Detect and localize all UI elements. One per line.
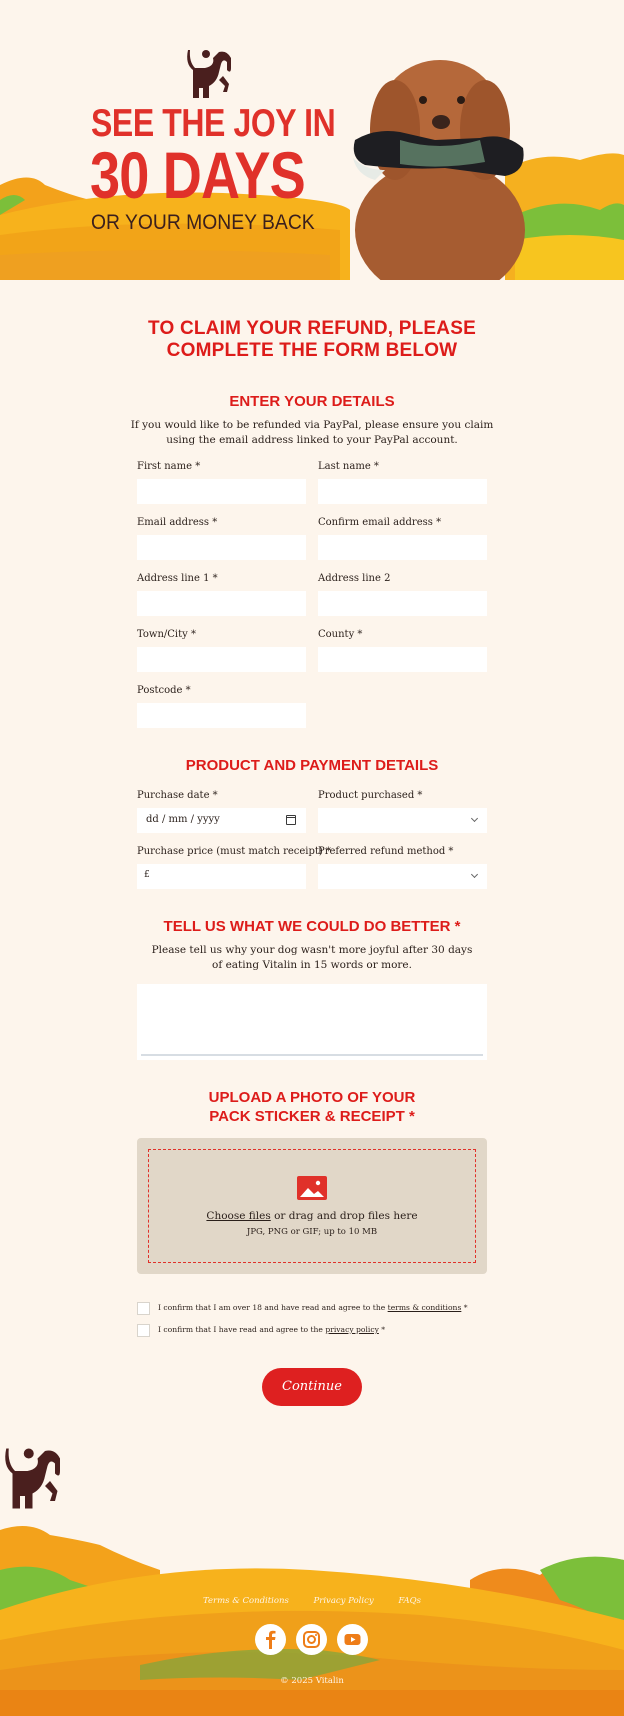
hero-headline-line3: OR YOUR MONEY BACK <box>91 211 315 234</box>
currency-prefix: £ <box>144 870 150 880</box>
email-label: Email address * <box>137 517 218 528</box>
purchase-price-label: Purchase price (must match receipt) * <box>137 846 332 857</box>
footer-link-faqs[interactable]: FAQs <box>398 1596 422 1606</box>
dog-photo <box>345 40 535 280</box>
footer-link-terms[interactable]: Terms & Conditions <box>202 1596 289 1606</box>
address2-input[interactable] <box>318 591 487 616</box>
vitalin-dog-logo-icon <box>0 1440 70 1512</box>
paypal-note-line1: If you would like to be refunded via PayPal, please ensure you claim <box>130 419 494 431</box>
refund-method-select[interactable] <box>318 864 487 889</box>
last-name-label: Last name * <box>318 461 379 472</box>
purchase-date-input[interactable] <box>137 808 306 833</box>
town-input[interactable] <box>137 647 306 672</box>
calendar-icon[interactable] <box>286 815 296 825</box>
feedback-textarea[interactable] <box>137 984 487 1060</box>
privacy-text-body: I confirm that I have read and agree to the <box>158 1325 326 1334</box>
product-purchased-select[interactable] <box>318 808 487 833</box>
upload-hint: JPG, PNG or GIF; up to 10 MB <box>246 1227 378 1237</box>
address1-input[interactable] <box>137 591 306 616</box>
feedback-note-line2: of eating Vitalin in 15 words or more. <box>212 959 412 971</box>
file-dropzone[interactable] <box>137 1138 487 1274</box>
email-input[interactable] <box>137 535 306 560</box>
last-name-input[interactable] <box>318 479 487 504</box>
confirm-email-label: Confirm email address * <box>318 517 442 528</box>
required-mark: * <box>461 1303 468 1312</box>
footer-links <box>0 1596 624 1606</box>
instagram-icon <box>296 1624 327 1655</box>
product-heading: PRODUCT AND PAYMENT DETAILS <box>185 757 439 774</box>
footer-hills-illustration <box>0 1440 624 1716</box>
page-title <box>0 318 624 362</box>
drop-text: or drag and drop files here <box>270 1210 418 1222</box>
upload-heading <box>0 1088 624 1126</box>
postcode-label: Postcode * <box>137 685 191 696</box>
privacy-link[interactable]: privacy policy <box>325 1325 379 1334</box>
facebook-button[interactable] <box>255 1624 286 1655</box>
purchase-date-placeholder: dd / mm / yyyy <box>146 814 220 825</box>
page-title-line1: TO CLAIM YOUR REFUND, PLEASE <box>148 318 476 339</box>
instagram-button[interactable] <box>296 1624 327 1655</box>
vitalin-dog-logo-icon <box>183 44 239 100</box>
privacy-text <box>158 1325 385 1334</box>
paypal-note <box>0 418 624 448</box>
county-input[interactable] <box>318 647 487 672</box>
required-mark: * <box>378 1325 386 1334</box>
choose-files-link[interactable]: Choose files <box>206 1210 271 1222</box>
purchase-price-input[interactable] <box>137 864 306 889</box>
feedback-note <box>0 943 624 973</box>
confirm-email-input[interactable] <box>318 535 487 560</box>
address1-label: Address line 1 * <box>137 573 218 584</box>
hero-headline-line2: 30 DAYS <box>90 138 305 212</box>
town-label: Town/City * <box>137 629 196 640</box>
youtube-button[interactable] <box>337 1624 368 1655</box>
copyright: © 2025 Vitalin <box>280 1676 344 1686</box>
upload-heading-line2: PACK STICKER & RECEIPT * <box>209 1108 415 1125</box>
upload-heading-line1: UPLOAD A PHOTO OF YOUR <box>208 1089 416 1106</box>
chevron-down-icon <box>471 815 478 822</box>
upload-instructions <box>137 1210 487 1222</box>
footer <box>0 1440 624 1716</box>
paypal-note-line2: using the email address linked to your PayPal account. <box>166 434 458 446</box>
county-label: County * <box>318 629 363 640</box>
refund-method-label: Preferred refund method * <box>318 846 454 857</box>
privacy-checkbox[interactable] <box>137 1324 150 1337</box>
chevron-down-icon <box>471 871 478 878</box>
footer-link-privacy[interactable]: Privacy Policy <box>313 1596 374 1606</box>
continue-button[interactable]: Continue <box>262 1368 362 1406</box>
dropzone-border <box>148 1149 476 1263</box>
purchase-date-label: Purchase date * <box>137 790 218 801</box>
terms-text <box>158 1303 468 1312</box>
youtube-icon <box>337 1624 368 1655</box>
hero-banner <box>0 0 624 280</box>
first-name-label: First name * <box>137 461 201 472</box>
textarea-underline <box>141 1054 483 1056</box>
feedback-heading: TELL US WHAT WE COULD DO BETTER * <box>163 918 461 935</box>
first-name-input[interactable] <box>137 479 306 504</box>
postcode-input[interactable] <box>137 703 306 728</box>
details-heading: ENTER YOUR DETAILS <box>229 393 395 410</box>
page-title-line2: COMPLETE THE FORM BELOW <box>166 340 458 361</box>
terms-link[interactable]: terms & conditions <box>387 1303 462 1312</box>
product-purchased-label: Product purchased * <box>318 790 423 801</box>
terms-checkbox[interactable] <box>137 1302 150 1315</box>
feedback-note-line1: Please tell us why your dog wasn't more joyful after 30 days <box>151 944 473 956</box>
address2-label: Address line 2 <box>318 573 391 584</box>
facebook-icon <box>255 1624 286 1655</box>
image-icon <box>297 1176 327 1200</box>
terms-text-body: I confirm that I am over 18 and have read and agree to the <box>158 1303 388 1312</box>
hero-headline-line1: SEE THE JOY IN <box>91 102 336 145</box>
